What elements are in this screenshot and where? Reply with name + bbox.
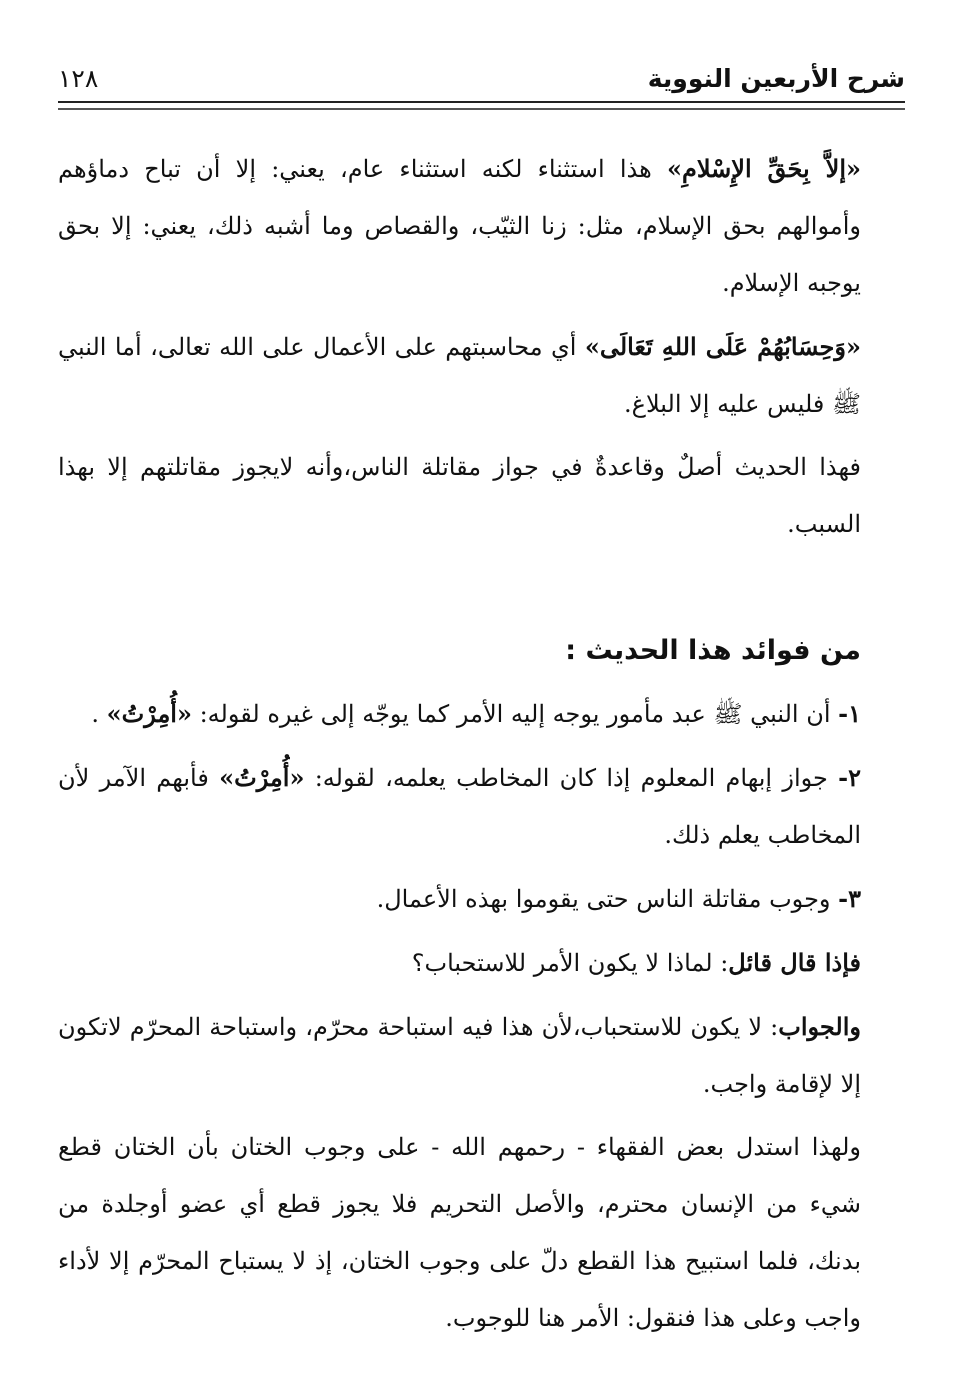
paragraph-islam-exception bbox=[58, 140, 861, 312]
question-paragraph bbox=[58, 934, 861, 992]
header-rule bbox=[58, 101, 905, 110]
hadith-quote: «إلاَّ بِحَقِّ الإِسْلامِ» bbox=[666, 154, 861, 183]
item-number: ٣- bbox=[838, 884, 861, 913]
item-number: ١- bbox=[838, 699, 861, 728]
benefit-item-3 bbox=[58, 870, 861, 928]
question-lead: فإذا قال قائل bbox=[728, 948, 861, 977]
question-text: : لماذا لا يكون الأمر للاستحباب؟ bbox=[411, 949, 729, 977]
page-header bbox=[58, 62, 905, 102]
section-spacer bbox=[58, 559, 861, 621]
paragraph-text: ولهذا استدل بعض الفقهاء - رحمهم الله - على وجوب الختان بأن الختان قطع شيء من الإنسان محترم، والأصل التحريم فلا يجوز قطع أي عضو أوجلدة من بدنك، فلما استبيح هذا القطع دلّ على وجوب الختان، إذ لا يستباح المحرّم إلا لأداء واجب وعلى هذا فنقول: الأمر هنا للوجوب. bbox=[58, 1133, 861, 1332]
item-text: وجوب مقاتلة الناس حتى يقوموا بهذه الأعمال. bbox=[376, 885, 839, 913]
running-title: شرح الأربعين النووية bbox=[647, 64, 905, 93]
paragraph-reckoning bbox=[58, 318, 861, 433]
item-text-end: فأبهم الآمر لأن المخاطب يعلم ذلك. bbox=[58, 764, 861, 849]
hadith-quote: «أُمِرْتُ» bbox=[219, 763, 305, 792]
answer-text: : لا يكون للاستحباب،لأن هذا فيه استباحة محرّم، واستباحة المحرّم لاتكون إلا لإقامة واجب. bbox=[58, 1013, 861, 1098]
paragraph-text: أي محاسبتهم على الأعمال على الله تعالى، أما النبي ﷺ فليس عليه إلا البلاغ. bbox=[58, 333, 861, 418]
page-number: ١٢٨ bbox=[58, 64, 99, 93]
item-text-end: . bbox=[91, 700, 107, 728]
benefit-item-1 bbox=[58, 685, 861, 743]
page-body bbox=[58, 140, 861, 1353]
paragraph-principle bbox=[58, 439, 861, 553]
paragraph-circumcision bbox=[58, 1119, 861, 1347]
hadith-quote: «وَحِسَابُهُمْ عَلَى اللهِ تَعَالَى» bbox=[584, 332, 861, 361]
item-text: أن النبي ﷺ عبد مأمور يوجه إليه الأمر كما يوجّه إلى غيره لقوله: bbox=[191, 700, 839, 728]
hadith-quote: «أُمِرْتُ» bbox=[106, 699, 192, 728]
answer-lead: والجواب bbox=[778, 1012, 861, 1041]
paragraph-text: فهذا الحديث أصلٌ وقاعدةٌ في جواز مقاتلة الناس،وأنه لايجوز مقاتلتهم إلا بهذا السبب. bbox=[58, 453, 861, 538]
benefit-item-2 bbox=[58, 749, 861, 864]
item-text: جواز إبهام المعلوم إذا كان المخاطب يعلمه، لقوله: bbox=[304, 764, 839, 792]
section-heading: من فوائد هذا الحديث : bbox=[565, 635, 861, 666]
answer-paragraph bbox=[58, 998, 861, 1113]
paragraph-text: هذا استثناء لكنه استثناء عام، يعني: إلا أن تباح دماؤهم وأموالهم بحق الإسلام، مثل: زنا الثيّب، والقصاص وما أشبه ذلك، يعني: إلا بحق يوجبه الإسلام. bbox=[58, 155, 861, 297]
item-number: ٢- bbox=[838, 763, 861, 792]
